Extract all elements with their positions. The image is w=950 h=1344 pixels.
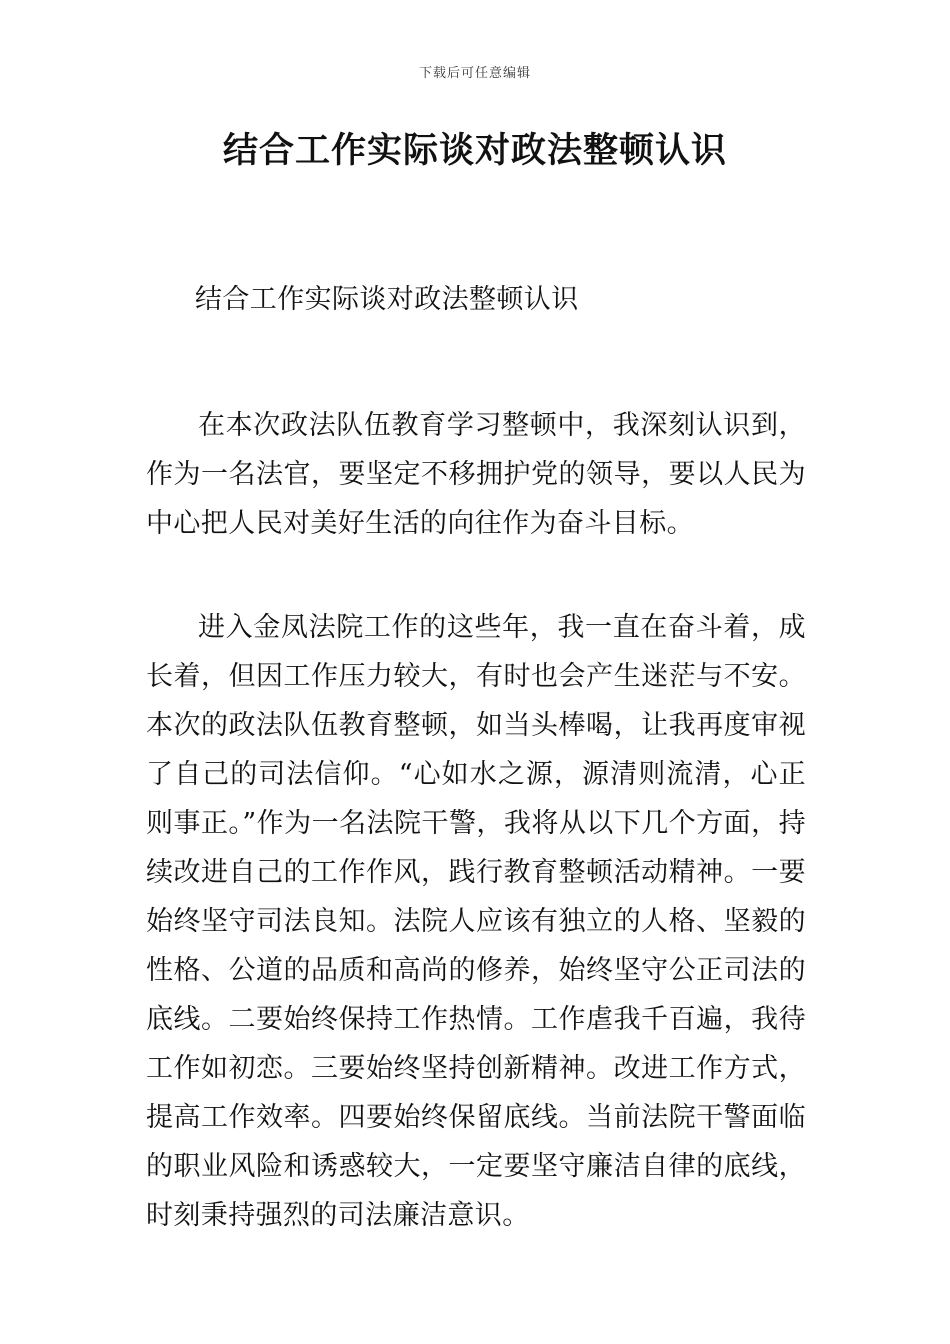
document-title: 结合工作实际谈对政法整顿认识	[222, 131, 727, 171]
document-subtitle: 结合工作实际谈对政法整顿认识	[195, 284, 579, 315]
header-note: 下载后可任意编辑	[418, 66, 531, 81]
paragraph-2: 进入金凤法院工作的这些年，我一直在奋斗着，成长着，但因工作压力较大，有时也会产生迷茫与不安。本次的政法队伍教育整顿，如当头棒喝，让我再度审视了自己的司法信仰。“心如水之源，源清则流清，心正则事正。”作为一名法院干警，我将从以下几个方面，持续改进自己的工作作风，践行教育整顿活动精神。一要始终坚守司法良知。法院人应该有独立的人格、坚毅的性格、公道的品质和高尚的修养，始终坚守公正司法的底线。二要始终保持工作热情。工作虐我千百遍，我待工作如初恋。三要始终坚持创新精神。改进工作方式，提高工作效率。四要始终保留底线。当前法院干警面临的职业风险和诱惑较大，一定要坚守廉洁自律的底线，时刻秉持强烈的司法廉洁意识。	[146, 612, 806, 1231]
paragraph-1: 在本次政法队伍教育学习整顿中，我深刻认识到，作为一名法官，要坚定不移拥护党的领导，要以人民为中心把人民对美好生活的向往作为奋斗目标。	[146, 410, 806, 539]
